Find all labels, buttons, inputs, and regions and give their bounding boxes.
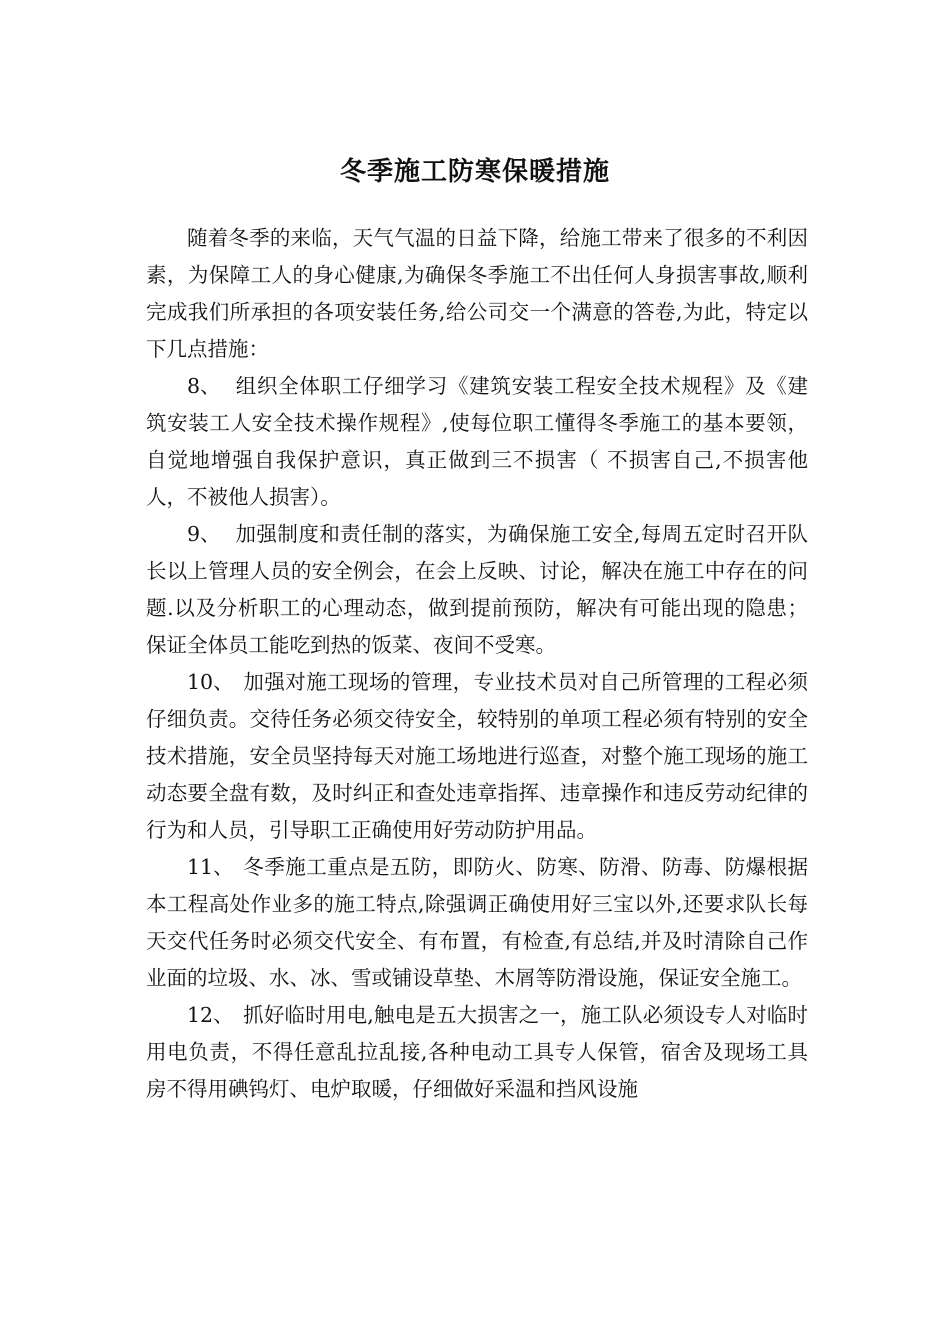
measure-paragraph-9 [146,516,808,664]
measure-paragraph-10 [146,664,808,849]
paragraph-number: 9、 [187,522,221,546]
measure-paragraph-11 [146,849,808,997]
measure-paragraph-8 [146,368,808,516]
paragraph-number: 11、 [187,855,234,879]
paragraph-text: 冬季施工重点是五防，即防火、防寒、防滑、防毒、防爆根据本工程高处作业多的施工特点,除强调正确使用好三宝以外,还要求队长每天交代任务时必须交代安全、有布置，有检查,有总结,并及时清除自己作业面的垃圾、水、冰、雪或铺设草垫、木屑等防滑设施，保证安全施工。 [146,855,808,990]
measure-paragraph-12 [146,997,808,1108]
paragraph-number: 12、 [187,1003,234,1027]
paragraph-text: 加强对施工现场的管理，专业技术员对自己所管理的工程必须仔细负责。交待任务必须交待安全，较特别的单项工程必须有特别的安全技术措施，安全员坚持每天对施工场地进行巡查，对整个施工现场的施工动态要全盘有数，及时纠正和查处违章指挥、违章操作和违反劳动纪律的行为和人员，引导职工正确使用好劳动防护用品。 [146,670,808,842]
paragraph-text: 随着冬季的来临，天气气温的日益下降，给施工带来了很多的不利因素，为保障工人的身心健康,为确保冬季施工不出任何人身损害事故,顺利完成我们所承担的各项安装任务,给公司交一个满意的答卷,为此，特定以下几点措施： [146,226,808,361]
paragraph-text: 加强制度和责任制的落实，为确保施工安全,每周五定时召开队长以上管理人员的安全例会，在会上反映、讨论，解决在施工中存在的问题.以及分析职工的心理动态，做到提前预防，解决有可能出现的隐患；保证全体员工能吃到热的饭菜、夜间不受寒。 [146,522,808,657]
document-title: 冬季施工防寒保暖措施 [339,157,610,187]
paragraph-number: 10、 [187,670,234,694]
paragraph-number: 8、 [187,374,221,398]
intro-paragraph [146,220,808,368]
document-body [146,220,808,1108]
paragraph-text: 组织全体职工仔细学习《建筑安装工程安全技术规程》及《建筑安装工人安全技术操作规程》,使每位职工懂得冬季施工的基本要领，自觉地增强自我保护意识，真正做到三不损害（ 不损害自己,不损害他人，不被他人损害）。 [146,374,808,509]
paragraph-text: 抓好临时用电,触电是五大损害之一，施工队必须设专人对临时用电负责，不得任意乱拉乱接,各种电动工具专人保管，宿舍及现场工具房不得用碘钨灯、电炉取暖，仔细做好采温和挡风设施 [146,1003,808,1101]
